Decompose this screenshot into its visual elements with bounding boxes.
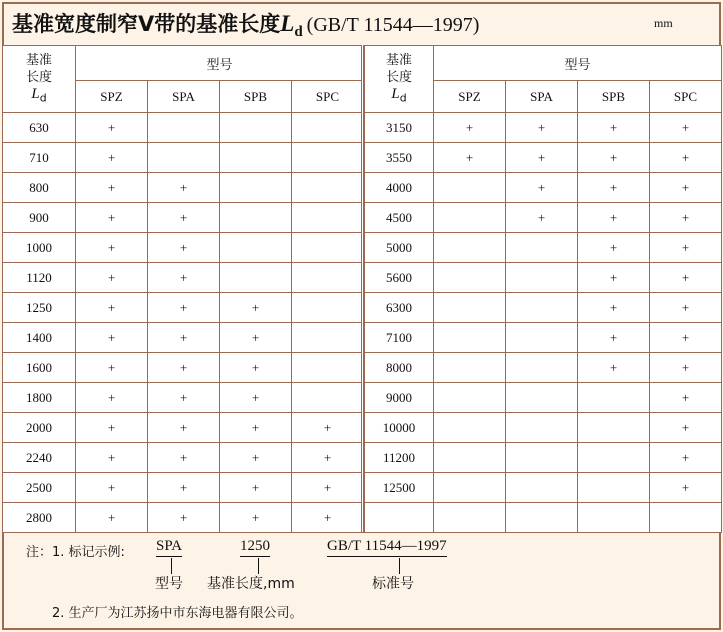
table-row [365,143,722,173]
table-row [3,353,364,383]
availability-cell: + [578,203,650,233]
availability-cell: + [148,293,220,323]
table-row [3,383,364,413]
length-cell: 2500 [3,473,76,503]
type-group-header: 型号 [434,46,722,81]
example-type: SPA [156,538,182,557]
table-row [365,383,722,413]
availability-cell [434,353,506,383]
table-row [365,503,722,533]
availability-cell [434,293,506,323]
availability-cell: + [650,353,722,383]
availability-cell [506,473,578,503]
table-row [3,173,364,203]
title-subscript: d [294,24,303,41]
availability-cell: + [76,203,148,233]
availability-cell: + [506,143,578,173]
table-row [3,143,364,173]
table-row [365,353,722,383]
availability-cell: + [506,173,578,203]
availability-cell [506,443,578,473]
length-cell: 12500 [365,473,434,503]
availability-cell: + [650,143,722,173]
availability-cell [292,323,364,353]
length-cell: 8000 [365,353,434,383]
table-row [3,293,364,323]
label-length: 基准长度,mm [207,576,295,592]
label-type: 型号 [155,576,183,592]
leader-line [171,558,172,574]
table-row [365,113,722,143]
availability-cell: + [578,113,650,143]
availability-cell [434,233,506,263]
availability-cell [506,263,578,293]
length-cell: 2800 [3,503,76,533]
length-cell: 10000 [365,413,434,443]
availability-cell: + [148,353,220,383]
length-header [365,46,434,113]
length-cell: 3150 [365,113,434,143]
length-cell: 1600 [3,353,76,383]
availability-cell: + [76,263,148,293]
availability-cell [434,383,506,413]
availability-cell [220,203,292,233]
table-row [365,173,722,203]
availability-cell: + [292,473,364,503]
availability-cell [220,113,292,143]
availability-cell: + [650,113,722,143]
length-cell: 5600 [365,263,434,293]
availability-cell: + [220,503,292,533]
availability-cell: + [220,353,292,383]
availability-cell [148,113,220,143]
availability-cell [292,263,364,293]
length-cell: 5000 [365,233,434,263]
availability-cell: + [434,143,506,173]
page-title [12,8,479,41]
availability-cell [434,323,506,353]
availability-cell: + [650,323,722,353]
length-cell [365,503,434,533]
availability-cell [578,473,650,503]
availability-cell: + [650,443,722,473]
availability-cell: + [220,323,292,353]
note-1-prefix: 注：1. 标记示例: [26,545,125,560]
availability-cell [292,203,364,233]
length-cell: 1800 [3,383,76,413]
availability-cell: + [650,263,722,293]
type-header-spz: SPZ [76,81,148,113]
table-row [365,233,722,263]
availability-cell: + [650,233,722,263]
availability-cell: + [148,413,220,443]
length-symbol: L [391,85,400,102]
length-header [3,46,76,113]
length-header-line1: 基准 [385,52,412,68]
availability-cell: + [76,323,148,353]
availability-cell: + [578,263,650,293]
type-group-header: 型号 [76,46,364,81]
availability-cell: + [650,383,722,413]
availability-cell [434,443,506,473]
length-header-line2: 长度 [25,69,52,85]
availability-cell: + [650,293,722,323]
availability-cell: + [148,383,220,413]
table-row [3,203,364,233]
title-standard: (GB/T 11544—1997) [306,14,480,36]
type-header-spa: SPA [148,81,220,113]
availability-cell [292,233,364,263]
availability-cell: + [220,293,292,323]
availability-cell: + [292,503,364,533]
availability-cell [578,383,650,413]
availability-cell: + [650,173,722,203]
availability-cell: + [650,203,722,233]
availability-cell [506,353,578,383]
length-cell: 9000 [365,383,434,413]
type-header-spc: SPC [292,81,364,113]
availability-cell [220,143,292,173]
length-header-line2: 长度 [385,69,412,85]
label-standard: 标准号 [372,576,414,592]
length-table-left [2,45,364,533]
availability-cell: + [506,203,578,233]
availability-cell [292,383,364,413]
length-cell: 4500 [365,203,434,233]
availability-cell: + [76,143,148,173]
unit-label: mm [654,16,673,30]
type-header-spa: SPA [506,81,578,113]
type-header-spb: SPB [220,81,292,113]
availability-cell [292,113,364,143]
availability-cell [220,233,292,263]
availability-cell [434,413,506,443]
availability-cell [578,443,650,473]
availability-cell [220,263,292,293]
availability-cell: + [76,233,148,263]
availability-cell: + [76,383,148,413]
length-cell: 3550 [365,143,434,173]
table-row [3,503,364,533]
length-cell: 2240 [3,443,76,473]
availability-cell [506,233,578,263]
length-cell: 11200 [365,443,434,473]
length-cell: 6300 [365,293,434,323]
leader-line [258,558,259,574]
table-row [365,293,722,323]
availability-cell [292,353,364,383]
type-header-spc: SPC [650,81,722,113]
availability-cell: + [220,383,292,413]
table-row [3,323,364,353]
availability-cell [650,503,722,533]
availability-cell [578,503,650,533]
availability-cell: + [148,203,220,233]
length-subscript: d [399,91,407,105]
table-row [365,203,722,233]
availability-cell: + [578,323,650,353]
availability-cell [578,413,650,443]
availability-cell [506,383,578,413]
length-cell: 710 [3,143,76,173]
availability-cell [292,293,364,323]
availability-cell [506,503,578,533]
length-header-line1: 基准 [25,52,52,68]
table-row [3,113,364,143]
table-row [365,413,722,443]
type-header-spz: SPZ [434,81,506,113]
availability-cell: + [76,173,148,203]
title-text: 基准宽度制窄V带的基准长度 [12,12,281,36]
availability-cell [434,263,506,293]
table-row [365,473,722,503]
availability-cell [292,143,364,173]
availability-cell: + [650,473,722,503]
availability-cell [434,473,506,503]
availability-cell: + [220,443,292,473]
availability-cell: + [76,473,148,503]
availability-cell: + [148,503,220,533]
availability-cell: + [220,473,292,503]
availability-cell: + [292,443,364,473]
availability-cell: + [76,503,148,533]
length-cell: 630 [3,113,76,143]
length-cell: 7100 [365,323,434,353]
type-header-spb: SPB [578,81,650,113]
length-cell: 1400 [3,323,76,353]
title-symbol: L [280,11,295,36]
availability-cell [506,293,578,323]
availability-cell: + [434,113,506,143]
availability-cell: + [148,473,220,503]
length-cell: 4000 [365,173,434,203]
table-row [3,413,364,443]
availability-cell [434,173,506,203]
availability-cell [292,173,364,203]
availability-cell: + [148,323,220,353]
availability-cell: + [76,113,148,143]
availability-cell: + [76,443,148,473]
length-symbol: L [31,85,40,102]
length-table-right [364,45,722,533]
availability-cell: + [578,173,650,203]
example-standard: GB/T 11544—1997 [327,538,447,557]
availability-cell: + [148,173,220,203]
length-subscript: d [39,91,47,105]
availability-cell: + [76,353,148,383]
length-cell: 1250 [3,293,76,323]
table-row [3,443,364,473]
length-cell: 1120 [3,263,76,293]
note-2: 2. 生产厂为江苏扬中市东海电器有限公司。 [52,606,303,621]
length-cell: 900 [3,203,76,233]
availability-cell: + [578,353,650,383]
availability-cell: + [148,233,220,263]
table-row [365,263,722,293]
leader-line [399,558,400,574]
length-cell: 2000 [3,413,76,443]
availability-cell [506,413,578,443]
availability-cell [506,323,578,353]
availability-cell: + [292,413,364,443]
availability-cell: + [578,143,650,173]
availability-cell [434,203,506,233]
table-row [3,473,364,503]
availability-cell: + [148,263,220,293]
availability-cell: + [220,413,292,443]
availability-cell: + [148,443,220,473]
availability-cell: + [76,293,148,323]
availability-cell: + [578,233,650,263]
availability-cell [434,503,506,533]
table-row [3,233,364,263]
example-length: 1250 [240,538,270,557]
availability-cell: + [76,413,148,443]
length-cell: 800 [3,173,76,203]
availability-cell: + [650,413,722,443]
availability-cell [148,143,220,173]
availability-cell: + [506,113,578,143]
table-row [3,263,364,293]
table-row [365,323,722,353]
availability-cell [220,173,292,203]
table-row [365,443,722,473]
availability-cell: + [578,293,650,323]
length-cell: 1000 [3,233,76,263]
